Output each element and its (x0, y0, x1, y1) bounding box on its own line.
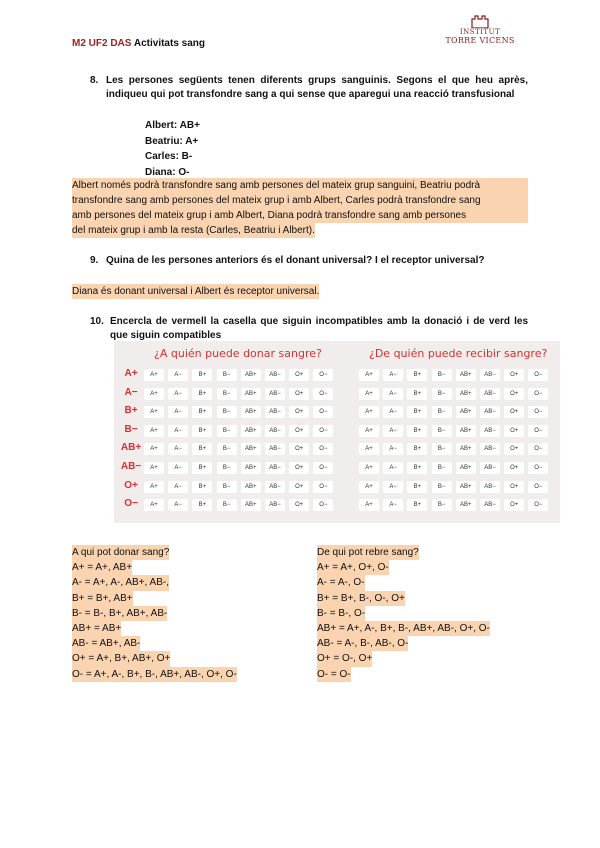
question-text: Encercla de vermell la casella que siguin incompatibles amb la donació i de verd les que siguin compatibles (110, 316, 528, 341)
list-item: A- = A+, A-, AB+, AB-, (72, 575, 169, 590)
list-item: B- = B-, O- (317, 606, 365, 621)
logo-text-institut: INSTITUT (459, 28, 501, 36)
donate-cell[interactable]: AB+ (241, 369, 261, 381)
receive-cell[interactable]: A− (383, 406, 403, 418)
chart-title-donate: ¿A quién puede donar sangre? (154, 347, 322, 360)
donate-cell[interactable]: A+ (144, 369, 164, 381)
list-item: O+ = A+, B+, AB+, O+ (72, 651, 170, 666)
receive-cell[interactable]: A− (383, 462, 403, 474)
donate-cell[interactable]: A+ (144, 406, 164, 418)
donate-cell[interactable]: AB+ (241, 406, 261, 418)
donate-cell[interactable]: O+ (289, 443, 309, 455)
module-code: M2 UF2 DAS (72, 38, 132, 49)
receive-cell[interactable]: AB+ (456, 425, 476, 437)
receive-cell[interactable]: O+ (504, 499, 524, 511)
receive-cell[interactable]: O− (528, 425, 548, 437)
donate-cell[interactable]: B+ (192, 425, 212, 437)
donate-list (72, 545, 237, 682)
donate-cell[interactable]: O− (313, 388, 333, 400)
answer-line: amb persones del mateix grup i amb Albert, Diana podrà transfondre sang amb persones (72, 208, 528, 223)
donate-cell[interactable]: O− (313, 481, 333, 493)
question-number: 8. (90, 75, 99, 86)
chart-row-label: B+ (124, 405, 138, 417)
receive-list (317, 545, 490, 682)
receive-cell[interactable]: B+ (407, 462, 427, 474)
chart-title-receive: ¿De quién puede recibir sangre? (369, 347, 548, 360)
document-header (72, 38, 205, 49)
institute-logo (438, 14, 522, 52)
list-item: A+ = A+, AB+ (72, 560, 132, 575)
list-item: O+ = O-, O+ (317, 651, 372, 666)
receive-cell[interactable]: B− (432, 443, 452, 455)
donate-cell[interactable]: B− (217, 443, 237, 455)
donate-cell[interactable]: A+ (144, 388, 164, 400)
donate-cell[interactable]: B+ (192, 388, 212, 400)
donate-cell[interactable]: B+ (192, 406, 212, 418)
answer-line: del mateix grup i amb la resta (Carles, Beatriu i Albert). (72, 225, 315, 236)
receive-cell[interactable]: AB+ (456, 481, 476, 493)
receive-cell[interactable]: O+ (504, 425, 524, 437)
donate-cell[interactable]: B− (217, 406, 237, 418)
blood-compatibility-chart (114, 341, 560, 523)
receive-cell[interactable]: A− (383, 425, 403, 437)
donate-cell[interactable]: O+ (289, 481, 309, 493)
chart-row-label: B− (124, 423, 138, 435)
donate-cell[interactable]: O+ (289, 388, 309, 400)
receive-cell[interactable]: A+ (359, 499, 379, 511)
donate-cell[interactable]: O+ (289, 462, 309, 474)
donate-cell[interactable]: AB+ (241, 462, 261, 474)
receive-cell[interactable]: A− (383, 499, 403, 511)
receive-cell[interactable]: AB+ (456, 462, 476, 474)
donate-cell[interactable]: A− (168, 481, 188, 493)
receive-cell[interactable]: A+ (359, 481, 379, 493)
receive-cell[interactable]: O− (528, 443, 548, 455)
donate-cell[interactable]: O+ (289, 425, 309, 437)
donate-cell[interactable]: AB− (265, 425, 285, 437)
receive-cell[interactable]: B+ (407, 481, 427, 493)
receive-cell[interactable]: B− (432, 406, 452, 418)
donate-cell[interactable]: AB− (265, 369, 285, 381)
question-number: 10. (90, 316, 104, 327)
donate-cell[interactable]: A+ (144, 462, 164, 474)
donate-cell[interactable]: AB− (265, 462, 285, 474)
question-number: 9. (90, 255, 99, 266)
receive-cell[interactable]: AB+ (456, 499, 476, 511)
donate-cell[interactable]: O− (313, 406, 333, 418)
donate-cell[interactable]: A− (168, 499, 188, 511)
donate-cell[interactable]: O− (313, 462, 333, 474)
donate-cell[interactable]: AB+ (241, 388, 261, 400)
donate-cell[interactable]: A+ (144, 499, 164, 511)
chart-row-label: AB+ (120, 442, 142, 454)
donate-cell[interactable]: B− (217, 388, 237, 400)
chart-row-label: O− (124, 498, 138, 510)
receive-cell[interactable]: A+ (359, 406, 379, 418)
receive-cell[interactable]: AB+ (456, 369, 476, 381)
receive-cell[interactable]: AB+ (456, 388, 476, 400)
logo-text-name: TORRE VICENS (445, 36, 515, 45)
receive-cell[interactable]: B− (432, 369, 452, 381)
donate-cell[interactable]: A+ (144, 443, 164, 455)
donate-cell[interactable]: A− (168, 369, 188, 381)
receive-cell[interactable]: A+ (359, 369, 379, 381)
receive-cell[interactable]: B+ (407, 406, 427, 418)
donate-cell[interactable]: A− (168, 443, 188, 455)
donate-cell[interactable]: AB− (265, 443, 285, 455)
receive-cell[interactable]: AB− (480, 499, 500, 511)
list-item: AB+ = A+, A-, B+, B-, AB+, AB-, O+, O- (317, 621, 490, 636)
donate-cell[interactable]: B− (217, 425, 237, 437)
receive-cell[interactable]: B+ (407, 388, 427, 400)
list-header: De qui pot rebre sang? (317, 545, 419, 560)
receive-cell[interactable]: A− (383, 369, 403, 381)
donate-cell[interactable]: A− (168, 406, 188, 418)
chart-row-label: O+ (124, 479, 138, 491)
list-item: AB- = A-, B-, AB-, O- (317, 636, 408, 651)
list-item: A+ = A+, O+, O- (317, 560, 389, 575)
receive-cell[interactable]: A− (383, 388, 403, 400)
receive-cell[interactable]: O+ (504, 388, 524, 400)
donate-cell[interactable]: O+ (289, 499, 309, 511)
receive-cell[interactable]: O+ (504, 462, 524, 474)
receive-cell[interactable]: A− (383, 443, 403, 455)
receive-cell[interactable]: AB− (480, 462, 500, 474)
list-item: O- = A+, A-, B+, B-, AB+, AB-, O+, O- (72, 667, 237, 682)
donate-cell[interactable]: B− (217, 369, 237, 381)
donate-cell[interactable]: B− (217, 481, 237, 493)
donate-cell[interactable]: AB− (265, 499, 285, 511)
donate-cell[interactable]: A− (168, 462, 188, 474)
chart-row-label: A+ (124, 368, 138, 379)
receive-cell[interactable]: B+ (407, 425, 427, 437)
list-item: A- = A-, O- (317, 575, 365, 590)
list-item: O- = O- (317, 667, 351, 682)
receive-cell[interactable]: O− (528, 481, 548, 493)
donate-cell[interactable]: B+ (192, 369, 212, 381)
receive-cell[interactable]: B+ (407, 369, 427, 381)
list-item: B+ = B+, AB+ (72, 591, 133, 606)
question-text: Quina de les persones anteriors és el donant universal? I el receptor universal? (106, 255, 485, 266)
answer-line: transfondre sang amb persones del mateix grup i amb Albert, Carles podrà transfondre sang (72, 193, 528, 208)
list-item: AB+ = AB+ (72, 621, 121, 636)
receive-cell[interactable]: A+ (359, 462, 379, 474)
donate-cell[interactable]: A− (168, 425, 188, 437)
blood-type-list (145, 118, 200, 180)
receive-cell[interactable]: O+ (504, 443, 524, 455)
donate-cell[interactable]: A+ (144, 481, 164, 493)
chart-row-label: AB− (120, 461, 142, 472)
receive-cell[interactable]: O− (528, 388, 548, 400)
list-header: A qui pot donar sang? (72, 545, 169, 560)
receive-cell[interactable]: AB− (480, 369, 500, 381)
list-item: B+ = B+, B-, O-, O+ (317, 591, 405, 606)
receive-cell[interactable]: AB− (480, 388, 500, 400)
donate-cell[interactable]: O+ (289, 369, 309, 381)
donate-cell[interactable]: O+ (289, 406, 309, 418)
document-title: Activitats sang (133, 38, 206, 49)
person-blood-type: Diana: O- (145, 166, 190, 178)
list-item: B- = B-, B+, AB+, AB- (72, 606, 167, 621)
receive-cell[interactable]: O+ (504, 406, 524, 418)
donate-cell[interactable]: AB+ (241, 443, 261, 455)
donate-cell[interactable]: A+ (144, 425, 164, 437)
receive-cell[interactable]: AB− (480, 406, 500, 418)
donate-cell[interactable]: AB− (265, 388, 285, 400)
receive-cell[interactable]: AB− (480, 481, 500, 493)
donate-cell[interactable]: AB− (265, 481, 285, 493)
tower-icon (469, 14, 491, 28)
receive-cell[interactable]: AB− (480, 425, 500, 437)
list-item: AB- = AB+, AB- (72, 636, 140, 651)
donate-cell[interactable]: B− (217, 462, 237, 474)
donate-cell[interactable]: B+ (192, 481, 212, 493)
donate-cell[interactable]: O− (313, 369, 333, 381)
answer-line: Diana és donant universal i Albert és receptor universal. (72, 286, 320, 297)
donate-cell[interactable]: B− (217, 499, 237, 511)
receive-cell[interactable]: AB+ (456, 406, 476, 418)
receive-cell[interactable]: A+ (359, 443, 379, 455)
answer-8 (72, 178, 528, 238)
donate-cell[interactable]: O− (313, 425, 333, 437)
receive-cell[interactable]: O− (528, 499, 548, 511)
donate-cell[interactable]: B+ (192, 443, 212, 455)
donate-cell[interactable]: AB+ (241, 499, 261, 511)
answer-9 (72, 284, 319, 299)
receive-cell[interactable]: O+ (504, 481, 524, 493)
receive-cell[interactable]: O− (528, 369, 548, 381)
receive-cell[interactable]: B− (432, 425, 452, 437)
receive-cell[interactable]: A+ (359, 388, 379, 400)
receive-cell[interactable]: A+ (359, 425, 379, 437)
receive-cell[interactable]: B− (432, 462, 452, 474)
donate-cell[interactable]: B+ (192, 462, 212, 474)
chart-row-label: A− (124, 386, 138, 398)
receive-cell[interactable]: B+ (407, 443, 427, 455)
donate-cell[interactable]: AB+ (241, 425, 261, 437)
receive-cell[interactable]: AB+ (456, 443, 476, 455)
person-blood-type: Beatriu: A+ (145, 135, 199, 147)
receive-cell[interactable]: O− (528, 406, 548, 418)
donate-cell[interactable]: B+ (192, 499, 212, 511)
answer-line: Albert només podrà transfondre sang amb persones del mateix grup sanguini, Beatriu podrà (72, 178, 528, 193)
receive-cell[interactable]: B+ (407, 499, 427, 511)
question-text: Les persones següents tenen diferents grups sanguinis. Segons el que heu après, indiqueu qui pot transfondre sang a qui sense que aparegui una reacció transfusional (106, 75, 528, 100)
person-blood-type: Carles: B- (145, 151, 193, 162)
donate-cell[interactable]: AB+ (241, 481, 261, 493)
receive-cell[interactable]: O+ (504, 369, 524, 381)
donate-cell[interactable]: O− (313, 499, 333, 511)
donate-cell[interactable]: O− (313, 443, 333, 455)
donate-cell[interactable]: A− (168, 388, 188, 400)
donate-cell[interactable]: AB− (265, 406, 285, 418)
receive-cell[interactable]: A− (383, 481, 403, 493)
receive-cell[interactable]: B− (432, 481, 452, 493)
receive-cell[interactable]: AB− (480, 443, 500, 455)
receive-cell[interactable]: B− (432, 499, 452, 511)
receive-cell[interactable]: B− (432, 388, 452, 400)
receive-cell[interactable]: O− (528, 462, 548, 474)
person-blood-type: Albert: AB+ (145, 120, 200, 131)
